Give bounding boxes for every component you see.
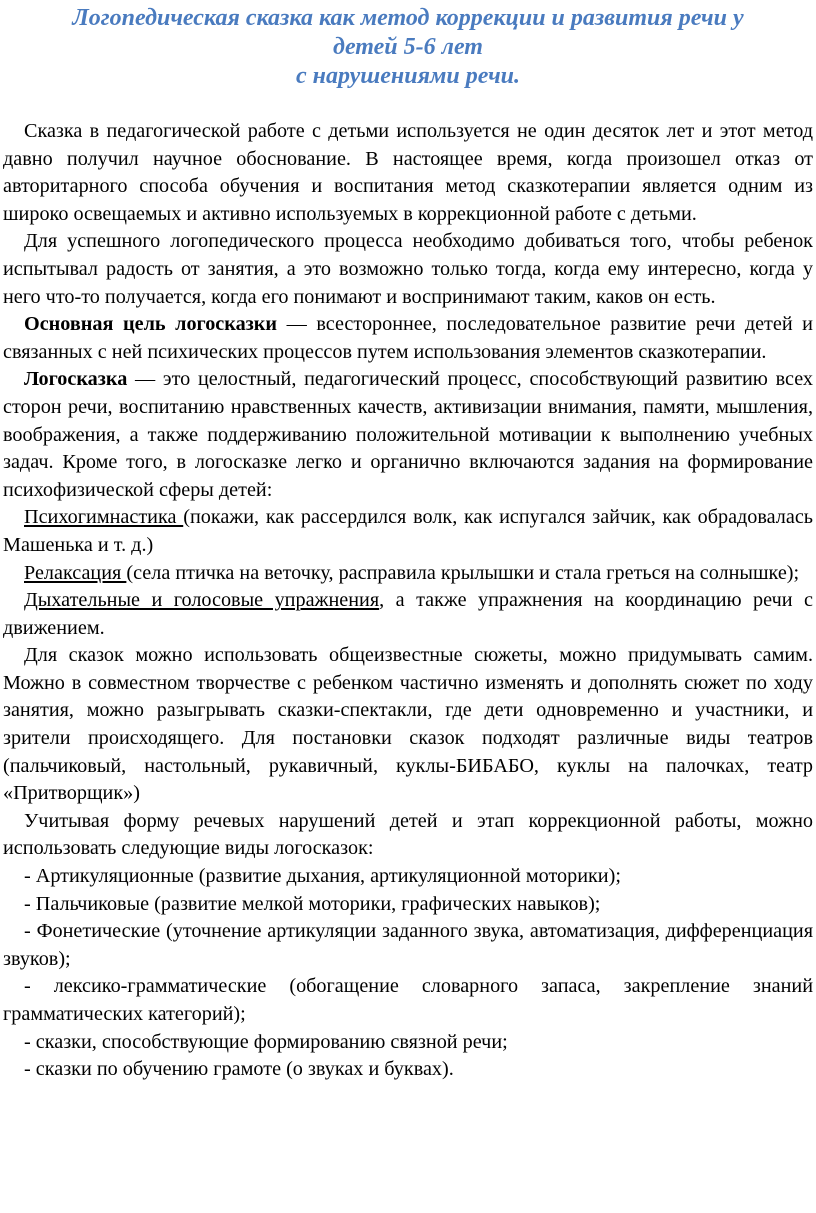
- list-item: - лексико-грамматические (обогащение словарного запаса, закрепление знаний грамматических категорий);: [3, 975, 813, 1025]
- relaxation-text: (села птичка на веточку, расправила крылышки и стала греться на солнышке);: [126, 561, 800, 584]
- document-body: [3, 118, 813, 1084]
- title-line-2: детей 5-6 лет: [333, 34, 483, 60]
- relaxation-term: Релаксация: [24, 561, 127, 584]
- breathing-term: Дыхательные и голосовые упражнения: [24, 589, 380, 612]
- paragraph-relaxation: [3, 560, 813, 588]
- paragraph-breathing: [3, 587, 813, 642]
- paragraph-success: Для успешного логопедического процесса необходимо добиваться того, чтобы ребенок испытывал радость от занятия, а это возможно только тогда, когда ему интересно, когда у него что-то получается, когда его понимают и воспринимают таким, каков он есть.: [3, 230, 813, 308]
- paragraph-intro: Сказка в педагогической работе с детьми используется не один десяток лет и этот метод давно получил научное обоснование. В настоящее время, когда произошел отказ от авторитарного способа обучения и воспитания метод сказкотерапии является одним из широко освещаемых и активно используемых в коррекционной работе с детьми.: [3, 120, 813, 225]
- breathing-text: , а также упражнения на координацию речи с движением.: [3, 589, 813, 639]
- paragraph-goal: [3, 311, 813, 366]
- goal-term: Основная цель логосказки: [24, 313, 278, 336]
- list-item: - Пальчиковые (развитие мелкой моторики, графических навыков);: [24, 892, 601, 915]
- definition-text: — это целостный, педагогический процесс, способствующий развитию всех сторон речи, воспитанию нравственных качеств, активизации внимания, памяти, мышления, воображения, а также поддерживанию положительной мотивации к выполнению учебных задач. Кроме того, в логосказке легко и органично включаются задания на формирование психофизической сферы детей:: [3, 368, 813, 501]
- paragraph-types-intro: Учитывая форму речевых нарушений детей и этап коррекционной работы, можно использовать следующие виды логосказок:: [3, 809, 813, 860]
- psychogymnastics-text: (покажи, как рассердился волк, как испугался зайчик, как обрадовалась Машенька и т. д.): [3, 506, 813, 556]
- list-item: - Фонетические (уточнение артикуляции заданного звука, автоматизация, дифференциация звуков);: [3, 920, 813, 970]
- goal-text: — всестороннее, последовательное развитие речи детей и связанных с ней психических процессов путем использования элементов сказкотерапии.: [3, 313, 813, 363]
- title-line-1: Логопедическая сказка как метод коррекции и развития речи у: [72, 5, 744, 31]
- list-item: - Артикуляционные (развитие дыхания, артикуляционной моторики);: [24, 865, 621, 888]
- definition-term: Логосказка: [24, 368, 128, 391]
- paragraph-plots: Для сказок можно использовать общеизвестные сюжеты, можно придумывать самим. Можно в совместном творчестве с ребенком частично изменять и дополнять сюжет по ходу занятия, можно разыгрывать сказки-спектакли, где дети одновременно и участники, и зрители происходящего. Для постановки сказок подходят различные виды театров (пальчиковый, настольный, рукавичный, куклы-БИБАБО, куклы на палочках, театр «Притворщик»): [3, 644, 813, 805]
- psychogymnastics-term: Психогимнастика: [24, 506, 184, 529]
- document-title: [3, 4, 813, 91]
- paragraph-definition: [3, 366, 813, 504]
- list-item: - сказки, способствующие формированию связной речи;: [24, 1030, 508, 1053]
- title-line-3: с нарушениями речи.: [295, 63, 521, 89]
- list-item: - сказки по обучению грамоте (о звуках и буквах).: [24, 1058, 454, 1081]
- paragraph-psychogymnastics: [3, 504, 813, 559]
